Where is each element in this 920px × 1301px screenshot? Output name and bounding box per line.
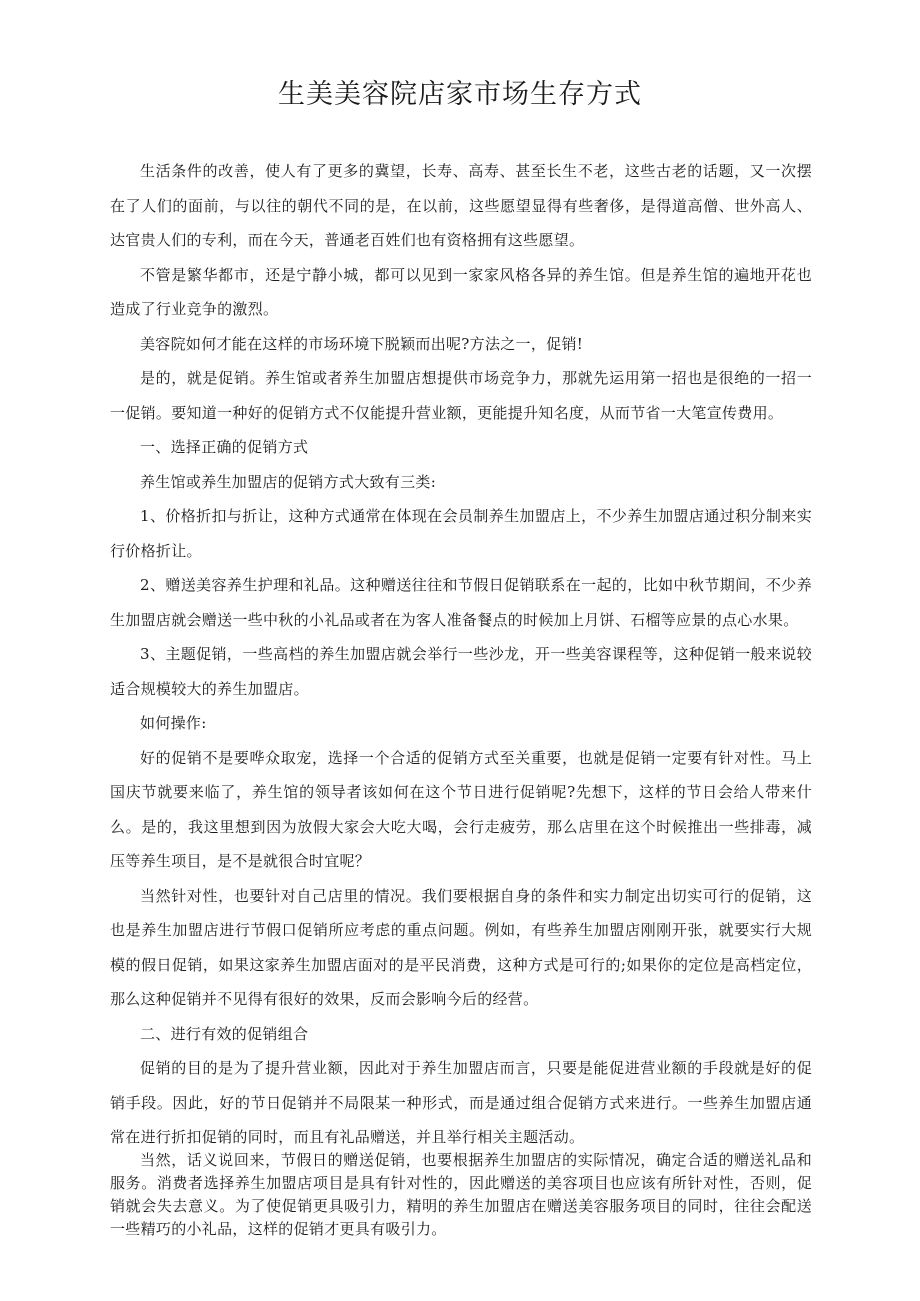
paragraph-question: 美容院如何才能在这样的市场环境下脱颖而出呢?方法之一，促销! bbox=[140, 334, 584, 353]
paragraph-intro: 生活条件的改善，使人有了更多的冀望，长寿、高寿、甚至长生不老，这些古老的话题，又一次摆在了人们的面前，与以往的朝代不同的是，在以前，这些愿望显得有些奢侈，是得道高僧、世外高人、达官贵人们的专利，而在今天，普通老百姓们也有资格拥有这些愿望。 bbox=[110, 162, 812, 249]
list-item-discount: 1、价格折扣与折让，这种方式通常在体现在会员制养生加盟店上，不少养生加盟店通过积分制来实行价格折让。 bbox=[110, 507, 812, 560]
paragraph-closing: 当然，话义说回来，节假日的赠送促销，也要根据养生加盟店的实际情况，确定合适的赠送礼品和服务。消费者选择养生加盟店项目是具有针对性的，因此赠送的美容项目也应该有所针对性，否则，促销就会失去意义。为了使促销更具吸引力，精明的养生加盟店在赠送美容服务项目的同时，往往会配送一些精巧的小礼品，这样的促销才更具有吸引力。 bbox=[110, 1151, 812, 1238]
section-heading-2: 二、进行有效的促销组合 bbox=[140, 1024, 309, 1043]
paragraph-three-types: 养生馆或养生加盟店的促销方式大致有三类: bbox=[140, 472, 437, 491]
list-item-gifts: 2、赠送美容养生护理和礼品。这种赠送往往和节假日促销联系在一起的，比如中秋节期间，不少养生加盟店就会赠送一些中秋的小礼品或者在为客人准备餐点的时候加上月饼、石榴等应景的点心水果。 bbox=[110, 576, 812, 629]
paragraph-promotion: 是的，就是促销。养生馆或者养生加盟店想提供市场竞争力，那就先运用第一招也是很绝的一招一一促销。要知道一种好的促销方式不仅能提升营业额，更能提升知名度，从而节省一大笔宣传费用。 bbox=[110, 369, 812, 422]
document-closing bbox=[110, 1149, 812, 1241]
section-heading-1: 一、选择正确的促销方式 bbox=[140, 438, 309, 456]
paragraph-targeting: 好的促销不是要哗众取宠，选择一个合适的促销方式至关重要，也就是促销一定要有针对性。马上国庆节就要来临了，养生馆的领导者该如何在这个节日进行促销呢?先想下，这样的节日会给人带来什么。是的，我这里想到因为放假大家会大吃大喝，会行走疲劳，那么店里在这个时候推出一些排毒，减压等养生项目，是不是就很合时宜呢？ bbox=[110, 748, 812, 870]
paragraph-combination: 促销的目的是为了提升营业额，因此对于养生加盟店而言，只要是能促进营业额的手段就是好的促销手段。因此，好的节日促销并不局限某一种形式，而是通过组合促销方式来进行。一些养生加盟店通常在进行折扣促销的同时，而且有礼品赠送，并且举行相关主题活动。 bbox=[110, 1059, 812, 1146]
subheading-how-to: 如何操作: bbox=[140, 714, 207, 732]
list-item-theme: 3、主题促销，一些高档的养生加盟店就会举行一些沙龙，开一些美容课程等，这种促销一般来说较适合规模较大的养生加盟店。 bbox=[110, 645, 812, 698]
document-title: 生美美容院店家市场生存方式 bbox=[278, 79, 642, 110]
document-body bbox=[110, 154, 812, 1155]
paragraph-own-situation: 当然针对性，也要针对自己店里的情况。我们要根据自身的条件和实力制定出切实可行的促销，这也是养生加盟店进行节假口促销所应考虑的重点问题。例如，有些养生加盟店刚刚开张，就要实行大规模的假日促销，如果这家养生加盟店面对的是平民消费，这种方式是可行的;如果你的定位是高档定位，那么这种促销并不见得有很好的效果，反而会影响今后的经营。 bbox=[110, 886, 812, 1008]
paragraph-competition: 不管是繁华都市，还是宁静小城，都可以见到一家家风格各异的养生馆。但是养生馆的遍地开花也造成了行业竞争的激烈。 bbox=[110, 265, 812, 318]
